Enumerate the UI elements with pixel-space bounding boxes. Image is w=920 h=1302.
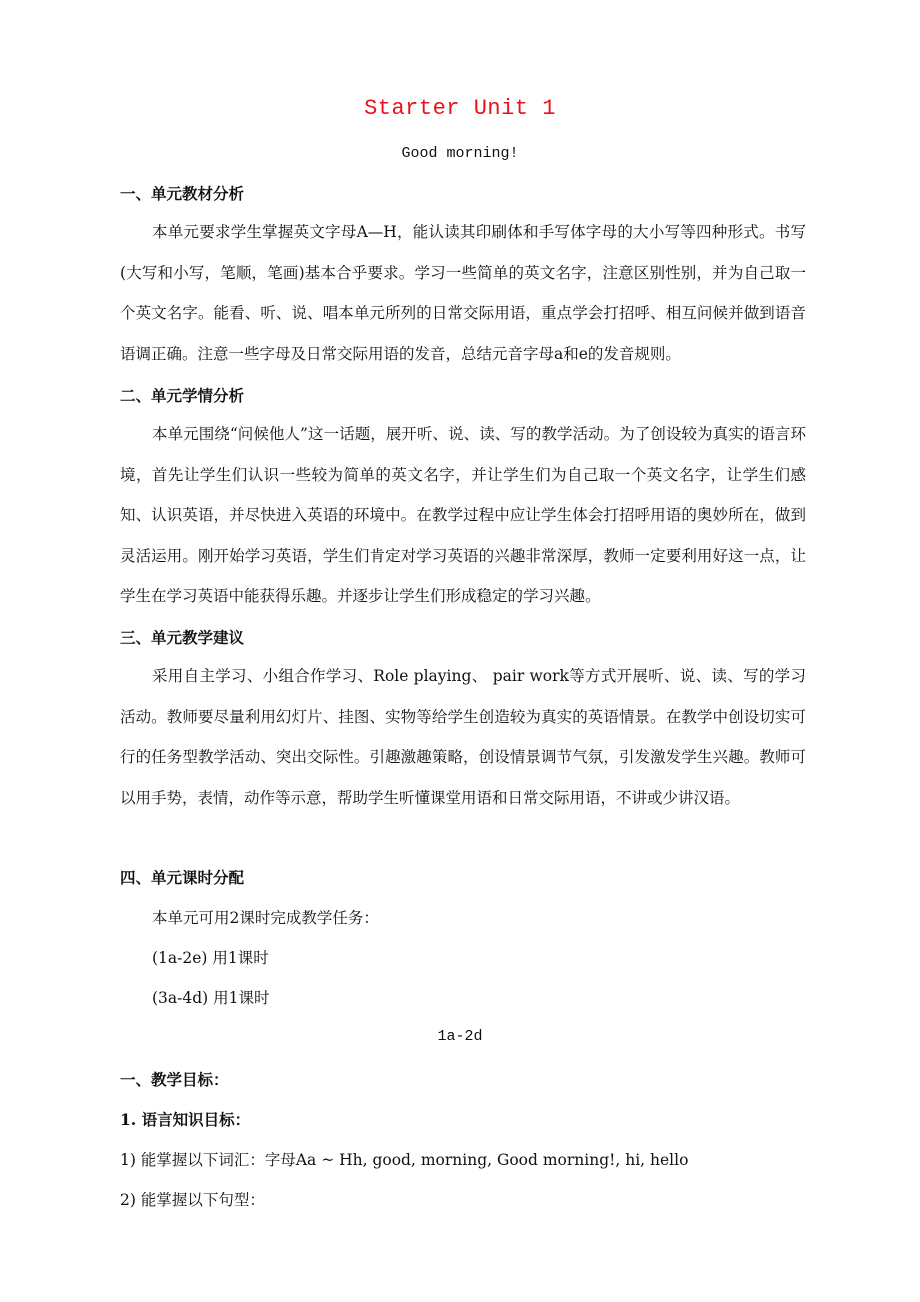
objective-item: 2) 能掌握以下句型：	[120, 1191, 265, 1209]
page-subtitle: Good morning!	[401, 145, 519, 162]
section-heading-textbook-analysis: 一、单元教材分析	[120, 184, 245, 203]
language-knowledge-heading: 1. 语言知识目标：	[120, 1110, 251, 1129]
page-title: Starter Unit 1	[364, 96, 556, 121]
section-body-textbook-analysis: 本单元要求学生掌握英文字母A—H，能认读其印刷体和手写体字母的大小写等四种形式。书写(大写和小写，笔顺，笔画)基本合乎要求。学习一些简单的英文名字，注意区别性别，并为自己取一个英文名字。能看、听、说、唱本单元所列的日常交际用语，重点学会打招呼、相互问候并做到语音语调正确。注意一些字母及日常交际用语的发音，总结元音字母a和e的发音规则。	[120, 223, 806, 363]
section-body-student-analysis: 本单元围绕“问候他人”这一话题，展开听、说、读、写的教学活动。为了创设较为真实的语言环境，首先让学生们认识一些较为简单的英文名字，并让学生们为自己取一个英文名字，让学生们感知、认识英语，并尽快进入英语的环境中。在教学过程中应让学生体会打招呼用语的奥妙所在，做到灵活运用。刚开始学习英语，学生们肯定对学习英语的兴趣非常深厚，教师一定要利用好这一点，让学生在学习英语中能获得乐趣。并逐步让学生们形成稳定的学习兴趣。	[120, 425, 806, 605]
section-heading-period-allocation: 四、单元课时分配	[120, 868, 245, 887]
section-heading-student-analysis: 二、单元学情分析	[120, 386, 245, 405]
section-heading-teaching-suggestions: 三、单元教学建议	[120, 628, 245, 647]
period-allocation-item: (1a-2e) 用1课时	[152, 949, 269, 967]
period-allocation-item: (3a-4d) 用1课时	[152, 989, 270, 1007]
lesson-title: 1a-2d	[437, 1028, 483, 1045]
period-allocation-intro: 本单元可用2课时完成教学任务：	[152, 909, 379, 927]
teaching-objectives-heading: 一、教学目标：	[120, 1070, 229, 1089]
objective-item: 1) 能掌握以下词汇：字母Aa ~ Hh, good, morning, Good morning!, hi, hello	[120, 1151, 689, 1169]
section-body-teaching-suggestions: 采用自主学习、小组合作学习、Role playing、 pair work等方式开展听、说、读、写的学习活动。教师要尽量利用幻灯片、挂图、实物等给学生创造较为真实的英语情景。在教学中创设切实可行的任务型教学活动、突出交际性。引趣激趣策略，创设情景调节气氛，引发激发学生兴趣。教师可以用手势，表情，动作等示意，帮助学生听懂课堂用语和日常交际用语，不讲或少讲汉语。	[120, 667, 806, 807]
